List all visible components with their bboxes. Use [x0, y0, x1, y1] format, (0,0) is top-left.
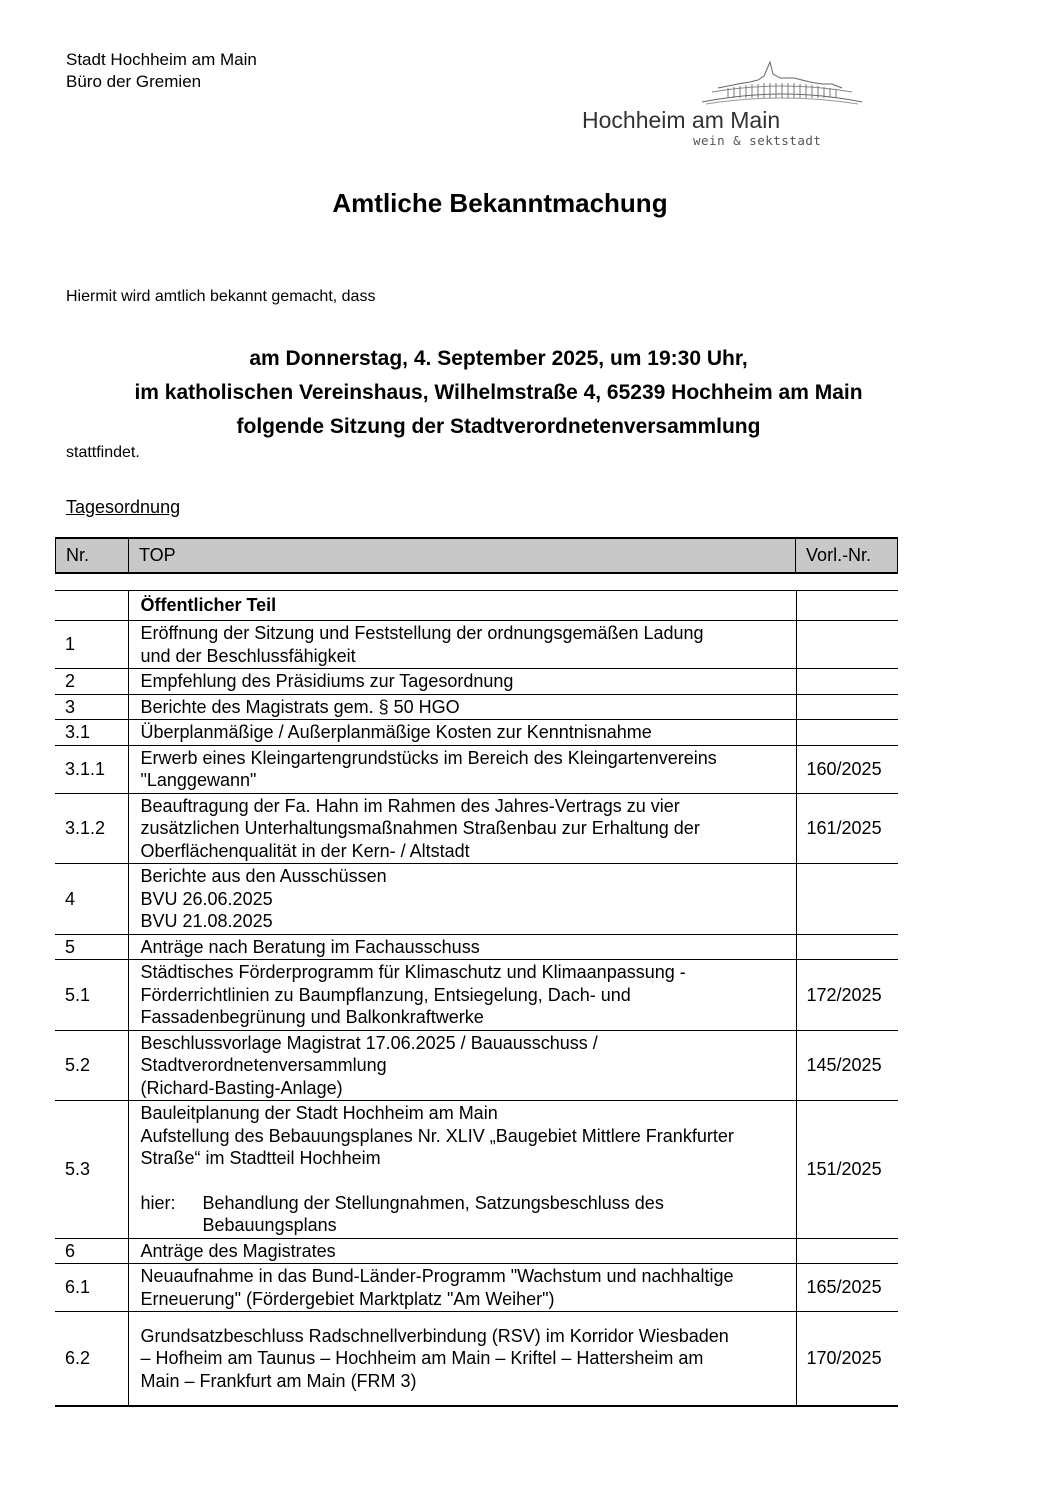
header-nr: Nr.	[56, 538, 129, 573]
agenda-item-line: Neuaufnahme in das Bund-Länder-Programm "Wachstum und nachhaltige	[140, 1266, 734, 1286]
hier-label: hier:	[140, 1192, 176, 1213]
agenda-item-vorlage: 172/2025	[796, 960, 898, 1031]
agenda-item-line: Empfehlung des Präsidiums zur Tagesordnung	[140, 671, 514, 691]
hier-text: Behandlung der Stellungnahmen, Satzungsbeschluss des	[202, 1192, 664, 1213]
table-row	[55, 864, 898, 935]
agenda-item-text	[128, 694, 796, 720]
table-row	[55, 745, 898, 793]
section-row	[55, 591, 898, 621]
agenda-item-number: 5	[55, 934, 128, 960]
agenda-item-number: 3	[55, 694, 128, 720]
agenda-item-line: BVU 26.06.2025	[140, 888, 273, 909]
agenda-item-number: 3.1.1	[55, 745, 128, 793]
hier-text: Bebauungsplans	[202, 1215, 337, 1235]
table-row	[55, 720, 898, 746]
agenda-item-number: 2	[55, 669, 128, 695]
sender-block	[66, 49, 257, 93]
agenda-item-line: Anträge des Magistrates	[140, 1240, 336, 1261]
agenda-item-line: Berichte des Magistrats gem. § 50 HGO	[140, 696, 460, 717]
agenda-item-line: Beschlussvorlage Magistrat 17.06.2025 / Bauausschuss /	[140, 1032, 598, 1053]
meeting-body: folgende Sitzung der Stadtverordnetenversammlung	[236, 415, 761, 438]
document-title: Amtliche Bekanntmachung	[332, 188, 668, 218]
spacer	[141, 1170, 786, 1192]
agenda-item-line: Straße“ im Stadtteil Hochheim	[140, 1148, 381, 1168]
agenda-item-line: – Hofheim am Taunus – Hochheim am Main – Kriftel – Hattersheim am	[140, 1348, 704, 1369]
agenda-item-vorlage: 145/2025	[796, 1030, 898, 1101]
agenda-item-vorlage: 170/2025	[796, 1312, 898, 1407]
agenda-item-number: 4	[55, 864, 128, 935]
agenda-item-number: 5.1	[55, 960, 128, 1031]
agenda-item-line: und der Beschlussfähigkeit	[140, 645, 356, 666]
agenda-item-vorlage: 161/2025	[796, 793, 898, 864]
agenda-item-line: (Richard-Basting-Anlage)	[140, 1077, 343, 1098]
agenda-item-text	[128, 1101, 796, 1239]
city-logo	[580, 58, 870, 153]
agenda-item-line: Grundsatzbeschluss Radschnellverbindung (RSV) im Korridor Wiesbaden	[140, 1325, 729, 1346]
agenda-item-vorlage: 160/2025	[796, 745, 898, 793]
agenda-item-line: Erwerb eines Kleingartengrundstücks im Bereich des Kleingartenvereins	[140, 747, 717, 768]
agenda-item-number: 6.1	[55, 1264, 128, 1312]
header-top: TOP	[128, 538, 795, 573]
agenda-item-text	[128, 1312, 796, 1407]
agenda-item-text	[128, 960, 796, 1031]
agenda-item-line	[141, 1192, 786, 1215]
agenda-item-vorlage	[796, 934, 898, 960]
agenda-item-number: 6.2	[55, 1312, 128, 1407]
agenda-item-number: 5.3	[55, 1101, 128, 1239]
agenda-item-text	[128, 793, 796, 864]
meeting-details	[0, 342, 997, 444]
agenda-item-line: Fassadenbegrünung und Balkonkraftwerke	[140, 1007, 484, 1027]
agenda-item-vorlage	[796, 1238, 898, 1264]
agenda-item-text	[128, 934, 796, 960]
agenda-item-line: Anträge nach Beratung im Fachausschuss	[140, 936, 480, 957]
skyline-logo-icon	[698, 58, 866, 106]
table-row	[55, 1030, 898, 1101]
agenda-body	[55, 591, 898, 1407]
agenda-item-vorlage	[796, 621, 898, 669]
agenda-item-number: 3.1.2	[55, 793, 128, 864]
agenda-item-line: BVU 21.08.2025	[140, 911, 273, 931]
table-row	[55, 694, 898, 720]
agenda-item-vorlage	[796, 694, 898, 720]
table-row	[55, 1101, 898, 1239]
agenda-item-line: Förderrichtlinien zu Baumpflanzung, Entsiegelung, Dach- und	[140, 984, 631, 1005]
agenda-item-vorlage	[796, 864, 898, 935]
agenda-item-vorlage	[796, 720, 898, 746]
agenda-item-vorlage: 151/2025	[796, 1101, 898, 1239]
agenda-label: Tagesordnung	[66, 497, 181, 517]
table-row	[55, 1238, 898, 1264]
agenda-item-line: Eröffnung der Sitzung und Feststellung der ordnungsgemäßen Ladung	[140, 623, 704, 643]
meeting-location: im katholischen Vereinshaus, Wilhelmstraße 4, 65239 Hochheim am Main	[134, 381, 863, 404]
agenda-table	[55, 590, 898, 1407]
table-row	[55, 669, 898, 695]
agenda-item-text	[128, 745, 796, 793]
agenda-item-line: Stadtverordnetenversammlung	[140, 1055, 387, 1075]
agenda-item-number: 1	[55, 621, 128, 669]
intro-text: Hiermit wird amtlich bekannt gemacht, dass	[66, 288, 376, 305]
agenda-item-text	[128, 621, 796, 669]
agenda-item-line: Beauftragung der Fa. Hahn im Rahmen des Jahres-Vertrags zu vier	[140, 795, 680, 816]
agenda-item-vorlage	[796, 669, 898, 695]
logo-subtitle: wein & sektstadt	[693, 133, 822, 148]
agenda-item-number: 5.2	[55, 1030, 128, 1101]
agenda-item-line: "Langgewann"	[140, 770, 257, 790]
section-vorl	[796, 591, 898, 621]
agenda-item-number: 6	[55, 1238, 128, 1264]
agenda-item-line: Main – Frankfurt am Main (FRM 3)	[140, 1370, 417, 1391]
agenda-item-line: zusätzlichen Unterhaltungsmaßnahmen Straßenbau zur Erhaltung der	[140, 818, 700, 838]
agenda-item-text	[128, 864, 796, 935]
agenda-item-text	[128, 669, 796, 695]
agenda-item-line: Berichte aus den Ausschüssen	[140, 866, 387, 886]
agenda-item-line: Überplanmäßige / Außerplanmäßige Kosten zur Kenntnisnahme	[140, 722, 652, 742]
closing-text: stattfindet.	[66, 444, 140, 461]
logo-title: Hochheim am Main	[582, 107, 781, 133]
agenda-header-table	[55, 537, 898, 574]
table-row	[55, 960, 898, 1031]
agenda-item-line: Städtisches Förderprogramm für Klimaschutz und Klimaanpassung -	[140, 962, 686, 982]
table-row	[55, 1312, 898, 1407]
table-row	[55, 1264, 898, 1312]
table-row	[55, 621, 898, 669]
agenda-item-line: Erneuerung" (Fördergebiet Marktplatz "Am Weiher")	[140, 1288, 555, 1309]
section-title: Öffentlicher Teil	[128, 591, 796, 621]
agenda-item-text	[128, 1238, 796, 1264]
agenda-item-line: Oberflächenqualität in der Kern- / Altstadt	[140, 840, 470, 861]
agenda-item-line: Bauleitplanung der Stadt Hochheim am Main	[140, 1103, 498, 1123]
agenda-item-text	[128, 1264, 796, 1312]
section-nr	[55, 591, 128, 621]
agenda-item-text	[128, 720, 796, 746]
sender-city: Stadt Hochheim am Main	[66, 50, 257, 69]
table-row	[55, 793, 898, 864]
agenda-header-row	[56, 538, 898, 573]
agenda-item-line: Aufstellung des Bebauungsplanes Nr. XLIV „Baugebiet Mittlere Frankfurter	[140, 1125, 734, 1146]
agenda-item-number: 3.1	[55, 720, 128, 746]
agenda-item-vorlage: 165/2025	[796, 1264, 898, 1312]
header-vorl: Vorl.-Nr.	[796, 538, 898, 573]
meeting-date: am Donnerstag, 4. September 2025, um 19:30 Uhr,	[249, 347, 748, 370]
agenda-item-text	[128, 1030, 796, 1101]
table-row	[55, 934, 898, 960]
agenda-item-line	[141, 1214, 786, 1237]
sender-office: Büro der Gremien	[66, 72, 202, 91]
